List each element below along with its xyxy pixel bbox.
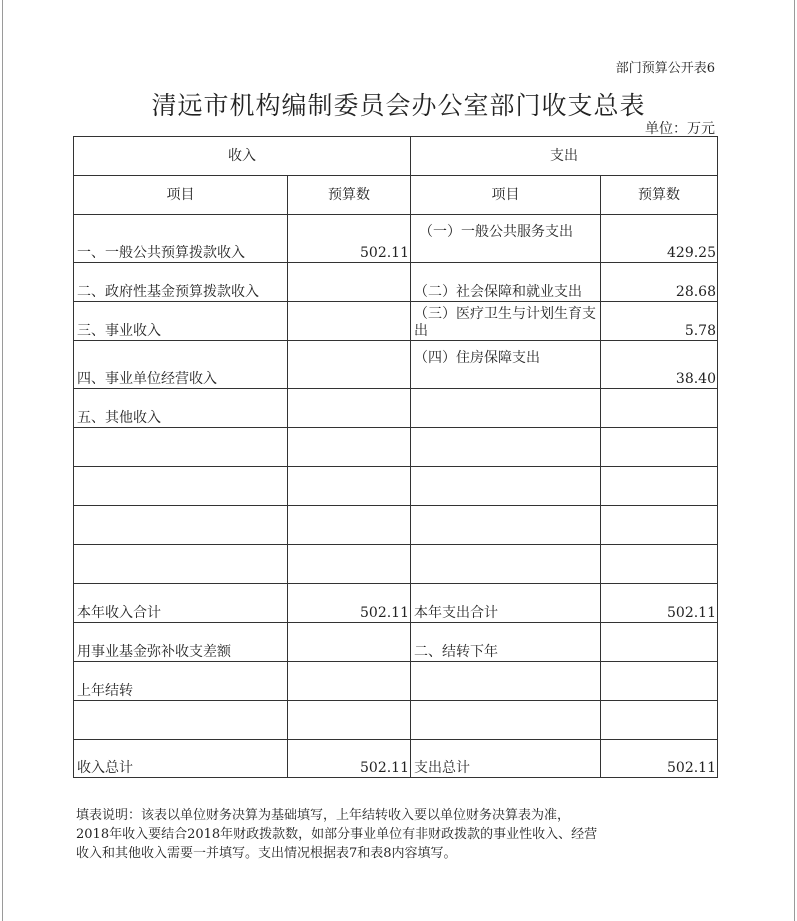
page-edge-right xyxy=(794,0,795,921)
income-amount xyxy=(288,302,411,341)
expense-amount xyxy=(601,662,718,701)
grand-total-row xyxy=(74,740,718,778)
expense-item: （二）社会保障和就业支出 xyxy=(411,263,601,302)
table-row xyxy=(74,662,718,701)
expense-amount xyxy=(601,701,718,740)
table-row xyxy=(74,263,718,302)
income-amount xyxy=(288,545,411,584)
table-row xyxy=(74,302,718,341)
expense-amount xyxy=(601,389,718,428)
income-budget-column-header: 预算数 xyxy=(288,176,411,215)
table-row xyxy=(74,701,718,740)
expense-item xyxy=(411,701,601,740)
income-item xyxy=(74,701,288,740)
income-amount xyxy=(288,623,411,662)
income-amount xyxy=(288,341,411,389)
income-amount xyxy=(288,389,411,428)
income-item xyxy=(74,506,288,545)
expense-item xyxy=(411,389,601,428)
expense-item-column-header: 项目 xyxy=(411,176,601,215)
income-item: 上年结转 xyxy=(74,662,288,701)
fill-instructions xyxy=(76,806,726,863)
table-row xyxy=(74,623,718,662)
table-row xyxy=(74,389,718,428)
expense-amount: 502.11 xyxy=(601,740,718,778)
income-amount: 502.11 xyxy=(288,584,411,623)
expense-budget-column-header: 预算数 xyxy=(601,176,718,215)
page-title: 清远市机构编制委员会办公室部门收支总表 xyxy=(151,91,646,120)
column-header-row xyxy=(74,176,718,215)
income-amount xyxy=(288,506,411,545)
expense-item xyxy=(411,506,601,545)
table-row xyxy=(74,467,718,506)
budget-summary-table xyxy=(73,136,718,778)
expense-amount xyxy=(601,545,718,584)
expense-item: 二、结转下年 xyxy=(411,623,601,662)
income-item: 收入总计 xyxy=(74,740,288,778)
expense-amount xyxy=(601,467,718,506)
income-amount xyxy=(288,263,411,302)
expense-item xyxy=(411,467,601,506)
unit-label: 单位：万元 xyxy=(645,121,715,137)
note-line: 2018年收入要结合2018年财政拨款数，如部分事业单位有非财政拨款的事业性收入、经营 xyxy=(76,827,598,842)
income-item: 三、事业收入 xyxy=(74,302,288,341)
note-line: 收入和其他收入需要一并填写。支出情况根据表7和表8内容填写。 xyxy=(76,846,457,861)
expense-amount xyxy=(601,623,718,662)
income-item xyxy=(74,428,288,467)
income-amount xyxy=(288,662,411,701)
income-item xyxy=(74,545,288,584)
expense-item xyxy=(411,545,601,584)
table-number: 部门预算公开表6 xyxy=(615,61,715,76)
table-row xyxy=(74,506,718,545)
expense-item: 本年支出合计 xyxy=(411,584,601,623)
expense-header: 支出 xyxy=(411,137,718,176)
expense-amount: 429.25 xyxy=(601,215,718,263)
income-item xyxy=(74,467,288,506)
expense-item: （三）医疗卫生与计划生育支出 xyxy=(411,302,601,341)
expense-item: （四）住房保障支出 xyxy=(411,341,601,389)
income-item: 本年收入合计 xyxy=(74,584,288,623)
income-item: 用事业基金弥补收支差额 xyxy=(74,623,288,662)
income-item-column-header: 项目 xyxy=(74,176,288,215)
expense-amount xyxy=(601,428,718,467)
income-item: 四、事业单位经营收入 xyxy=(74,341,288,389)
income-item: 一、一般公共预算拨款收入 xyxy=(74,215,288,263)
income-amount xyxy=(288,701,411,740)
table-row xyxy=(74,215,718,263)
page-edge-left xyxy=(2,0,3,921)
table-row xyxy=(74,545,718,584)
income-amount xyxy=(288,467,411,506)
expense-amount: 502.11 xyxy=(601,584,718,623)
annual-total-row xyxy=(74,584,718,623)
income-amount: 502.11 xyxy=(288,215,411,263)
note-line: 填表说明：该表以单位财务决算为基础填写，上年结转收入要以单位财务决算表为准， xyxy=(76,808,571,823)
expense-item: 支出总计 xyxy=(411,740,601,778)
expense-item xyxy=(411,662,601,701)
expense-amount: 28.68 xyxy=(601,263,718,302)
section-header-row xyxy=(74,137,718,176)
expense-item xyxy=(411,428,601,467)
table-row xyxy=(74,341,718,389)
income-item: 五、其他收入 xyxy=(74,389,288,428)
expense-amount: 38.40 xyxy=(601,341,718,389)
income-item: 二、政府性基金预算拨款收入 xyxy=(74,263,288,302)
expense-amount: 5.78 xyxy=(601,302,718,341)
income-amount: 502.11 xyxy=(288,740,411,778)
expense-amount xyxy=(601,506,718,545)
table-row xyxy=(74,428,718,467)
income-header: 收入 xyxy=(74,137,411,176)
income-amount xyxy=(288,428,411,467)
expense-item: （一）一般公共服务支出 xyxy=(411,215,601,263)
